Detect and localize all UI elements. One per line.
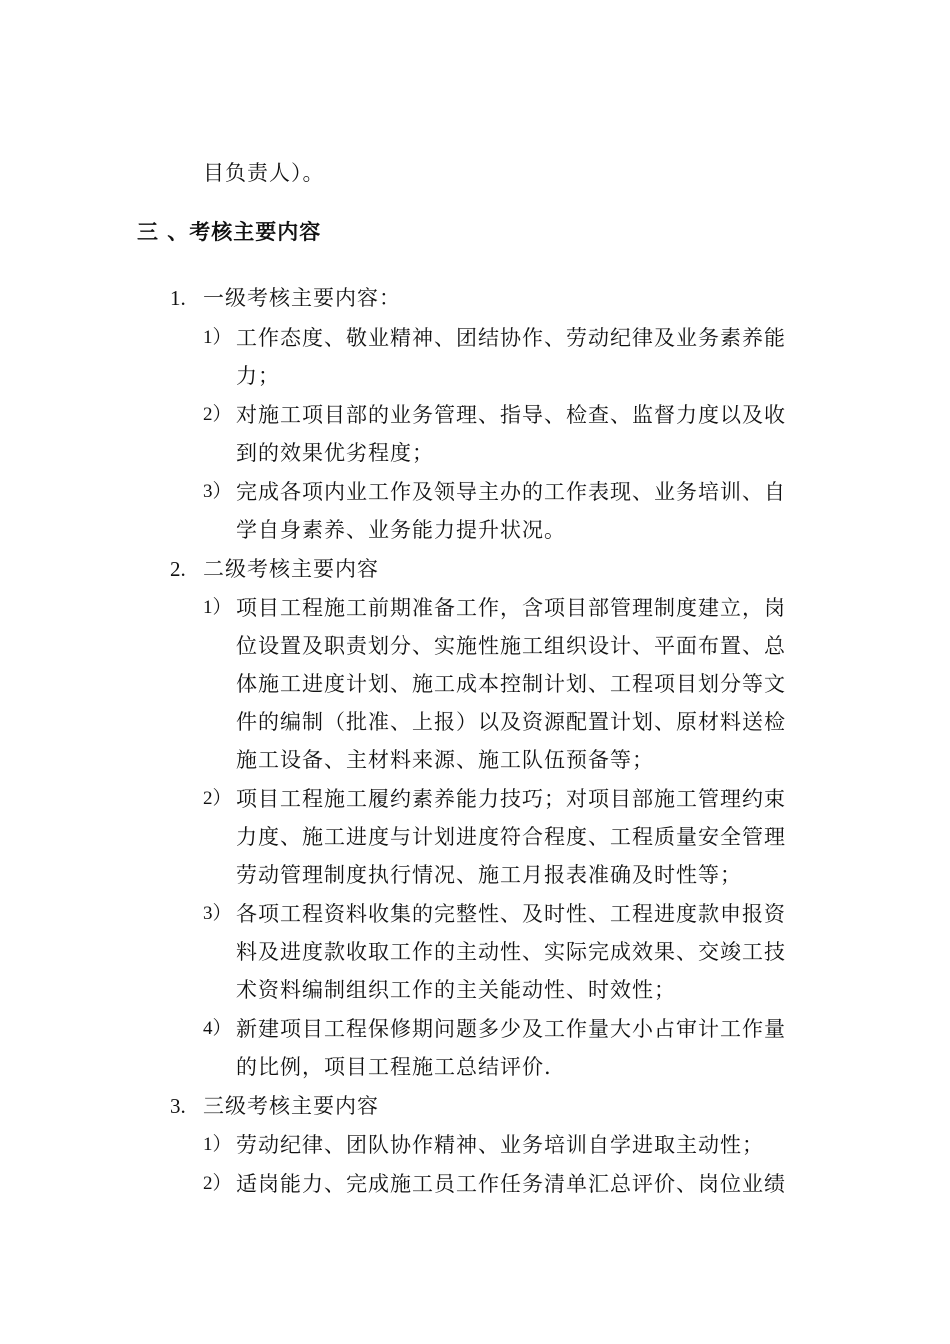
item-line: 施工设备、主材料来源、施工队伍预备等； xyxy=(236,748,654,772)
item-number: 4） xyxy=(203,1018,232,1039)
item-line: 力度、施工进度与计划进度符合程度、工程质量安全管理 xyxy=(236,825,786,849)
item-line: 项目工程施工履约素养能力技巧；对项目部施工管理约束 xyxy=(236,787,786,811)
section-heading: 三 、考核主要内容 xyxy=(137,220,322,244)
item-number: 2） xyxy=(203,404,232,425)
item-number: 3） xyxy=(203,903,232,924)
item-line: 的比例，项目工程施工总结评价. xyxy=(236,1055,552,1079)
item-line: 对施工项目部的业务管理、指导、检查、监督力度以及收 xyxy=(236,403,786,427)
item-line: 完成各项内业工作及领导主办的工作表现、业务培训、自 xyxy=(236,480,786,504)
item-line: 体施工进度计划、施工成本控制计划、工程项目划分等文 xyxy=(236,672,786,696)
item-line: 工作态度、敬业精神、团结协作、劳动纪律及业务素养能 xyxy=(236,326,786,350)
item-line: 学自身素养、业务能力提升状况。 xyxy=(236,518,566,542)
group-number: 2. xyxy=(170,557,186,581)
group-number: 1. xyxy=(170,286,186,310)
item-number: 2） xyxy=(203,788,232,809)
item-line: 项目工程施工前期准备工作，含项目部管理制度建立，岗 xyxy=(236,596,786,620)
group-title: 一级考核主要内容： xyxy=(203,286,401,310)
item-line: 劳动纪律、团队协作精神、业务培训自学进取主动性； xyxy=(236,1133,764,1157)
item-number: 2） xyxy=(203,1173,232,1194)
group-title: 三级考核主要内容 xyxy=(203,1094,379,1118)
group-number: 3. xyxy=(170,1094,186,1118)
item-line: 术资料编制组织工作的主关能动性、时效性； xyxy=(236,978,676,1002)
item-line: 到的效果优劣程度； xyxy=(236,441,434,465)
carryover-text: 目负责人）。 xyxy=(203,161,325,185)
group-title: 二级考核主要内容 xyxy=(203,557,379,581)
item-line: 劳动管理制度执行情况、施工月报表准确及时性等； xyxy=(236,863,742,887)
item-line: 件的编制（批准、上报）以及资源配置计划、原材料送检 xyxy=(236,710,786,734)
item-line: 料及进度款收取工作的主动性、实际完成效果、交竣工技 xyxy=(236,940,786,964)
item-number: 1） xyxy=(203,597,232,618)
item-number: 3） xyxy=(203,481,232,502)
item-number: 1） xyxy=(203,327,232,348)
item-number: 1） xyxy=(203,1134,232,1155)
item-line: 力； xyxy=(236,364,280,388)
item-line: 新建项目工程保修期问题多少及工作量大小占审计工作量 xyxy=(236,1017,786,1041)
item-line: 位设置及职责划分、实施性施工组织设计、平面布置、总 xyxy=(236,634,786,658)
item-line: 适岗能力、完成施工员工作任务清单汇总评价、岗位业绩 xyxy=(236,1172,786,1196)
item-line: 各项工程资料收集的完整性、及时性、工程进度款申报资 xyxy=(236,902,786,926)
